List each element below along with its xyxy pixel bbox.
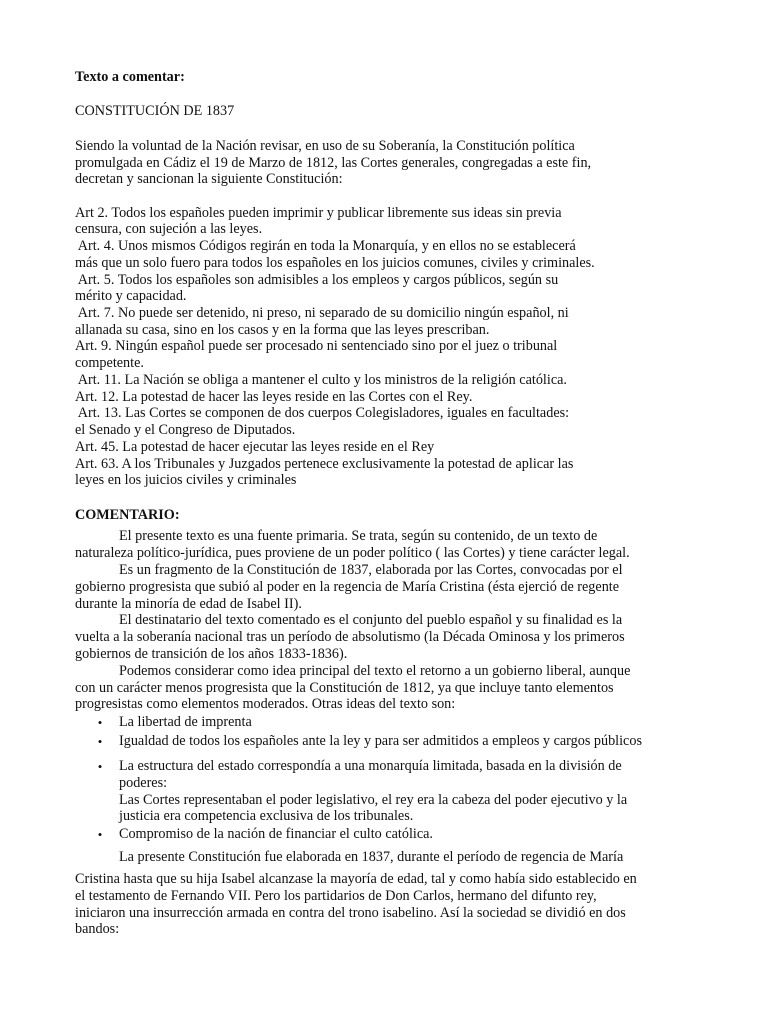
- article-line: Art. 13. Las Cortes se componen de dos cuerpos Colegisladores, iguales en facultades:: [75, 405, 570, 421]
- list-item: Compromiso de la nación de financiar el culto católica.: [119, 826, 433, 842]
- comentario-line: naturaleza político-jurídica, pues proviene de un poder político ( las Cortes) y tiene carácter legal.: [75, 545, 630, 561]
- closing-line: Cristina hasta que su hija Isabel alcanzase la mayoría de edad, tal y como había sido establecido en: [75, 871, 637, 887]
- closing-line: La presente Constitución fue elaborada en 1837, durante el período de regencia de María: [119, 849, 624, 865]
- article-line: censura, con sujeción a las leyes.: [75, 221, 263, 237]
- article-line: Art 2. Todos los españoles pueden imprimir y publicar libremente sus ideas sin previa: [75, 205, 562, 221]
- comentario-line: durante la minoría de edad de Isabel II).: [75, 596, 302, 612]
- list-item-continuation: justicia era competencia exclusiva de los tribunales.: [119, 808, 414, 824]
- comentario-line: con un carácter menos progresista que la Constitución de 1812, ya que incluye tanto elementos: [75, 680, 614, 696]
- bullet-glyph: •: [97, 827, 103, 842]
- article-line: leyes en los juicios civiles y criminales: [75, 472, 297, 488]
- bullet-glyph: •: [97, 734, 103, 749]
- preamble-line: Siendo la voluntad de la Nación revisar, en uso de su Soberanía, la Constitución política: [75, 138, 575, 154]
- comentario-line: El presente texto es una fuente primaria. Se trata, según su contenido, de un texto de: [119, 528, 598, 544]
- list-item-continuation: poderes:: [119, 775, 168, 791]
- list-item: La estructura del estado correspondía a una monarquía limitada, basada en la división de: [119, 758, 622, 774]
- comentario-heading: COMENTARIO:: [75, 507, 180, 523]
- list-item-continuation: Las Cortes representaban el poder legislativo, el rey era la cabeza del poder ejecutivo y la: [119, 792, 628, 808]
- list-item: Igualdad de todos los españoles ante la ley y para ser admitidos a empleos y cargos públicos: [119, 733, 642, 749]
- document-title: CONSTITUCIÓN DE 1837: [75, 103, 235, 119]
- document-heading: Texto a comentar:: [75, 69, 185, 85]
- article-line: el Senado y el Congreso de Diputados.: [75, 422, 296, 438]
- comentario-line: vuelta a la soberanía nacional tras un período de absolutismo (la Década Ominosa y los primeros: [75, 629, 625, 645]
- preamble-line: promulgada en Cádiz el 19 de Marzo de 1812, las Cortes generales, congregadas a este fin,: [75, 155, 592, 171]
- article-line: competente.: [75, 355, 144, 371]
- article-line: Art. 7. No puede ser detenido, ni preso, ni separado de su domicilio ningún español, ni: [75, 305, 569, 321]
- article-line: Art. 12. La potestad de hacer las leyes reside en las Cortes con el Rey.: [75, 389, 473, 405]
- article-line: allanada su casa, sino en los casos y en la forma que las leyes prescriban.: [75, 322, 490, 338]
- article-line: Art. 4. Unos mismos Códigos regirán en toda la Monarquía, y en ellos no se establecerá: [75, 238, 576, 254]
- article-line: Art. 5. Todos los españoles son admisibles a los empleos y cargos públicos, según su: [75, 272, 559, 288]
- article-line: Art. 11. La Nación se obliga a mantener el culto y los ministros de la religión católica.: [75, 372, 567, 388]
- bullet-glyph: •: [97, 759, 103, 774]
- article-line: Art. 45. La potestad de hacer ejecutar las leyes reside en el Rey: [75, 439, 435, 455]
- closing-line: el testamento de Fernando VII. Pero los partidarios de Don Carlos, hermano del difunto rey,: [75, 888, 597, 904]
- comentario-line: El destinatario del texto comentado es el conjunto del pueblo español y su finalidad es la: [119, 612, 623, 628]
- comentario-line: progresistas como elementos moderados. Otras ideas del texto son:: [75, 696, 456, 712]
- comentario-line: gobiernos de transición de los años 1833-1836).: [75, 646, 348, 662]
- article-line: mérito y capacidad.: [75, 288, 187, 304]
- closing-line: iniciaron una insurrección armada en contra del trono isabelino. Así la sociedad se dividió en dos: [75, 905, 626, 921]
- article-line: más que un solo fuero para todos los españoles en los juicios comunes, civiles y criminales.: [75, 255, 595, 271]
- comentario-line: Podemos considerar como idea principal del texto el retorno a un gobierno liberal, aunque: [119, 663, 631, 679]
- article-line: Art. 9. Ningún español puede ser procesado ni sentenciado sino por el juez o tribunal: [75, 338, 558, 354]
- comentario-line: Es un fragmento de la Constitución de 1837, elaborada por las Cortes, convocadas por el: [119, 562, 623, 578]
- preamble-line: decretan y sancionan la siguiente Constitución:: [75, 171, 343, 187]
- bullet-glyph: •: [97, 715, 103, 730]
- article-line: Art. 63. A los Tribunales y Juzgados pertenece exclusivamente la potestad de aplicar las: [75, 456, 574, 472]
- comentario-line: gobierno progresista que subió al poder en la regencia de María Cristina (ésta ejerció de regente: [75, 579, 620, 595]
- closing-line: bandos:: [75, 921, 120, 937]
- list-item: La libertad de imprenta: [119, 714, 252, 730]
